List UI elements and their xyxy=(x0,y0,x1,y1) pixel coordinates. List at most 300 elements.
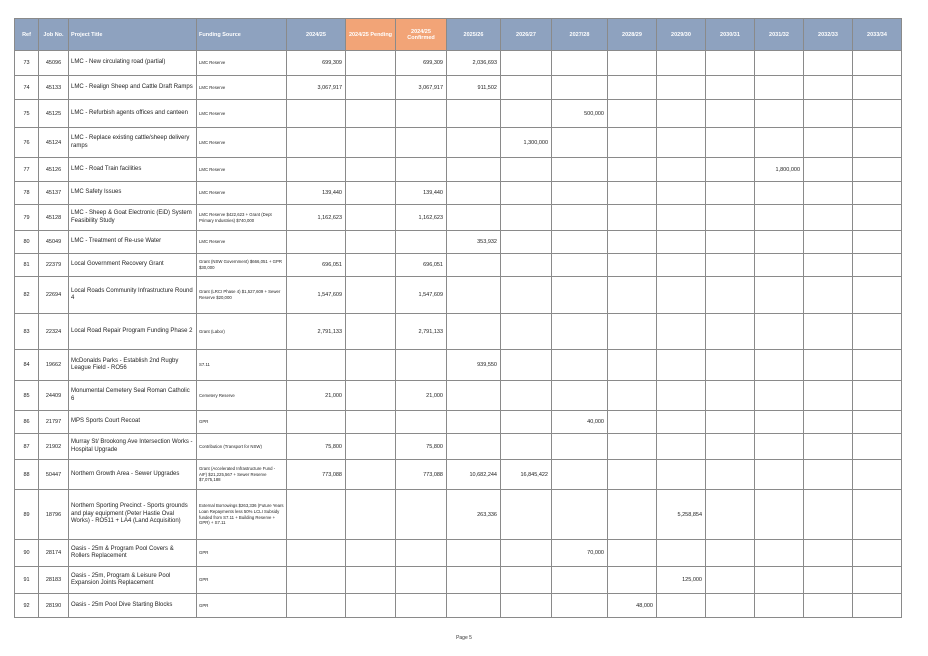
cell-y2024-25-pending xyxy=(346,51,396,76)
cell-y2024-25: 699,309 xyxy=(287,51,346,76)
cell-ref: 79 xyxy=(15,205,39,231)
cell-job-no: 45128 xyxy=(39,205,69,231)
cell-y2024-25-pending xyxy=(346,254,396,277)
cell-y2031-32 xyxy=(755,205,804,231)
cell-ref: 91 xyxy=(15,567,39,594)
cell-y2030-31 xyxy=(706,594,755,618)
cell-y2024-25-confirmed: 21,000 xyxy=(396,381,447,411)
cell-y2027-28 xyxy=(552,434,608,460)
column-header-y2028-29: 2028/29 xyxy=(608,19,657,51)
cell-y2024-25 xyxy=(287,490,346,540)
cell-y2024-25-pending xyxy=(346,350,396,381)
cell-y2025-26 xyxy=(447,100,501,128)
cell-y2024-25-pending xyxy=(346,182,396,205)
column-header-y2025-26: 2025/26 xyxy=(447,19,501,51)
cell-y2024-25-confirmed xyxy=(396,231,447,254)
cell-job-no: 45133 xyxy=(39,76,69,100)
cell-y2026-27 xyxy=(501,51,552,76)
cell-funding-source: LMC Reserve xyxy=(197,100,287,128)
column-header-y2024-25: 2024/25 xyxy=(287,19,346,51)
table-row xyxy=(15,158,902,182)
cell-project-title: Local Government Recovery Grant xyxy=(69,254,197,277)
cell-y2024-25: 773,088 xyxy=(287,460,346,490)
cell-y2033-34 xyxy=(853,158,902,182)
cell-y2027-28 xyxy=(552,594,608,618)
cell-funding-source: Cemetery Reserve xyxy=(197,381,287,411)
cell-y2030-31 xyxy=(706,205,755,231)
cell-funding-source: S7.11 xyxy=(197,350,287,381)
cell-ref: 82 xyxy=(15,277,39,314)
cell-y2028-29 xyxy=(608,567,657,594)
cell-y2031-32 xyxy=(755,350,804,381)
cell-job-no: 28174 xyxy=(39,540,69,567)
cell-y2028-29 xyxy=(608,350,657,381)
cell-y2030-31 xyxy=(706,76,755,100)
cell-y2026-27 xyxy=(501,567,552,594)
cell-y2029-30 xyxy=(657,381,706,411)
cell-ref: 86 xyxy=(15,411,39,434)
cell-y2025-26: 263,336 xyxy=(447,490,501,540)
cell-y2029-30 xyxy=(657,76,706,100)
table-row xyxy=(15,254,902,277)
cell-y2033-34 xyxy=(853,381,902,411)
cell-y2031-32 xyxy=(755,567,804,594)
cell-y2031-32 xyxy=(755,76,804,100)
cell-y2026-27 xyxy=(501,254,552,277)
cell-y2024-25 xyxy=(287,350,346,381)
cell-y2026-27 xyxy=(501,314,552,350)
cell-y2031-32 xyxy=(755,51,804,76)
cell-y2024-25-pending xyxy=(346,314,396,350)
column-header-job-no: Job No. xyxy=(39,19,69,51)
table-row xyxy=(15,540,902,567)
cell-y2028-29 xyxy=(608,460,657,490)
cell-y2024-25: 75,800 xyxy=(287,434,346,460)
cell-funding-source: Grant (NSW Government) $666,051 + GPR $30,000 xyxy=(197,254,287,277)
cell-y2031-32 xyxy=(755,231,804,254)
cell-job-no: 19662 xyxy=(39,350,69,381)
column-header-y2030-31: 2030/31 xyxy=(706,19,755,51)
cell-job-no: 24409 xyxy=(39,381,69,411)
cell-y2029-30: 125,000 xyxy=(657,567,706,594)
cell-funding-source: GPR xyxy=(197,567,287,594)
cell-y2027-28 xyxy=(552,158,608,182)
cell-y2025-26 xyxy=(447,205,501,231)
column-header-project-title: Project Title xyxy=(69,19,197,51)
cell-y2026-27 xyxy=(501,490,552,540)
cell-funding-source: LMC Reserve xyxy=(197,231,287,254)
cell-y2031-32 xyxy=(755,128,804,158)
cell-y2033-34 xyxy=(853,182,902,205)
table-row xyxy=(15,277,902,314)
cell-y2031-32 xyxy=(755,314,804,350)
cell-y2032-33 xyxy=(804,314,853,350)
cell-ref: 84 xyxy=(15,350,39,381)
cell-ref: 78 xyxy=(15,182,39,205)
cell-y2025-26 xyxy=(447,594,501,618)
cell-ref: 89 xyxy=(15,490,39,540)
table-row xyxy=(15,51,902,76)
cell-project-title: LMC Safety Issues xyxy=(69,182,197,205)
cell-y2032-33 xyxy=(804,158,853,182)
column-header-ref: Ref xyxy=(15,19,39,51)
cell-job-no: 18796 xyxy=(39,490,69,540)
cell-y2027-28 xyxy=(552,182,608,205)
cell-y2029-30 xyxy=(657,411,706,434)
cell-y2024-25-confirmed: 696,051 xyxy=(396,254,447,277)
cell-y2024-25-pending xyxy=(346,540,396,567)
cell-y2026-27 xyxy=(501,411,552,434)
cell-y2031-32 xyxy=(755,411,804,434)
cell-y2033-34 xyxy=(853,128,902,158)
cell-y2031-32 xyxy=(755,460,804,490)
cell-project-title: Northern Growth Area - Sewer Upgrades xyxy=(69,460,197,490)
cell-y2032-33 xyxy=(804,128,853,158)
cell-ref: 73 xyxy=(15,51,39,76)
table-row xyxy=(15,594,902,618)
cell-y2032-33 xyxy=(804,231,853,254)
cell-y2028-29 xyxy=(608,205,657,231)
cell-y2026-27: 16,845,422 xyxy=(501,460,552,490)
cell-y2028-29 xyxy=(608,254,657,277)
cell-y2027-28: 40,000 xyxy=(552,411,608,434)
cell-y2029-30 xyxy=(657,594,706,618)
cell-job-no: 22694 xyxy=(39,277,69,314)
cell-y2026-27 xyxy=(501,434,552,460)
cell-y2033-34 xyxy=(853,100,902,128)
cell-y2028-29: 48,000 xyxy=(608,594,657,618)
cell-project-title: Oasis - 25m Pool Dive Starting Blocks xyxy=(69,594,197,618)
cell-y2030-31 xyxy=(706,350,755,381)
cell-y2027-28 xyxy=(552,205,608,231)
cell-y2031-32: 1,800,000 xyxy=(755,158,804,182)
cell-y2024-25-confirmed xyxy=(396,128,447,158)
cell-y2029-30 xyxy=(657,460,706,490)
cell-y2024-25 xyxy=(287,540,346,567)
cell-y2028-29 xyxy=(608,76,657,100)
cell-y2025-26 xyxy=(447,314,501,350)
cell-y2028-29 xyxy=(608,182,657,205)
cell-y2033-34 xyxy=(853,540,902,567)
cell-job-no: 50447 xyxy=(39,460,69,490)
cell-y2024-25-confirmed: 699,309 xyxy=(396,51,447,76)
cell-y2033-34 xyxy=(853,76,902,100)
cell-y2033-34 xyxy=(853,254,902,277)
column-header-y2027-28: 2027/28 xyxy=(552,19,608,51)
cell-y2026-27 xyxy=(501,594,552,618)
cell-y2032-33 xyxy=(804,490,853,540)
cell-y2024-25-confirmed: 1,162,623 xyxy=(396,205,447,231)
table-row xyxy=(15,205,902,231)
cell-y2029-30 xyxy=(657,158,706,182)
cell-y2026-27 xyxy=(501,182,552,205)
cell-funding-source: LMC Reserve xyxy=(197,158,287,182)
page-footer: Page 5 xyxy=(456,635,472,641)
cell-y2028-29 xyxy=(608,277,657,314)
cell-y2030-31 xyxy=(706,182,755,205)
cell-y2025-26 xyxy=(447,158,501,182)
cell-ref: 81 xyxy=(15,254,39,277)
cell-y2024-25-pending xyxy=(346,76,396,100)
cell-job-no: 45096 xyxy=(39,51,69,76)
cell-y2024-25-pending xyxy=(346,128,396,158)
table-row xyxy=(15,76,902,100)
cell-ref: 80 xyxy=(15,231,39,254)
cell-y2028-29 xyxy=(608,231,657,254)
cell-y2030-31 xyxy=(706,314,755,350)
cell-y2029-30 xyxy=(657,350,706,381)
cell-y2029-30 xyxy=(657,100,706,128)
cell-y2025-26 xyxy=(447,540,501,567)
cell-funding-source: Grant (LRCI Phase 4) $1,527,609 + Sewer Reserve $20,000 xyxy=(197,277,287,314)
cell-y2030-31 xyxy=(706,460,755,490)
cell-y2027-28 xyxy=(552,128,608,158)
cell-y2031-32 xyxy=(755,490,804,540)
cell-project-title: LMC - New circulating road (partial) xyxy=(69,51,197,76)
cell-y2032-33 xyxy=(804,182,853,205)
cell-y2033-34 xyxy=(853,205,902,231)
cell-y2024-25-pending xyxy=(346,100,396,128)
cell-y2024-25 xyxy=(287,231,346,254)
cell-y2029-30: 5,258,854 xyxy=(657,490,706,540)
column-header-funding-source: Funding Source xyxy=(197,19,287,51)
cell-y2027-28 xyxy=(552,460,608,490)
cell-y2032-33 xyxy=(804,381,853,411)
cell-y2030-31 xyxy=(706,51,755,76)
cell-y2024-25-pending xyxy=(346,231,396,254)
cell-y2027-28 xyxy=(552,381,608,411)
cell-y2032-33 xyxy=(804,277,853,314)
cell-y2026-27 xyxy=(501,381,552,411)
cell-y2030-31 xyxy=(706,381,755,411)
cell-y2029-30 xyxy=(657,231,706,254)
cell-y2028-29 xyxy=(608,490,657,540)
column-header-y2026-27: 2026/27 xyxy=(501,19,552,51)
cell-project-title: Murray St/ Brookong Ave Intersection Works - Hospital Upgrade xyxy=(69,434,197,460)
cell-y2027-28 xyxy=(552,567,608,594)
table-row xyxy=(15,100,902,128)
cell-y2024-25-pending xyxy=(346,205,396,231)
cell-y2030-31 xyxy=(706,231,755,254)
cell-y2028-29 xyxy=(608,540,657,567)
cell-y2024-25: 2,791,133 xyxy=(287,314,346,350)
cell-job-no: 28183 xyxy=(39,567,69,594)
cell-y2033-34 xyxy=(853,350,902,381)
cell-funding-source: GPR xyxy=(197,411,287,434)
cell-y2024-25-confirmed xyxy=(396,594,447,618)
cell-y2024-25-confirmed: 2,791,133 xyxy=(396,314,447,350)
cell-y2030-31 xyxy=(706,490,755,540)
cell-y2024-25-pending xyxy=(346,567,396,594)
cell-y2032-33 xyxy=(804,411,853,434)
cell-y2028-29 xyxy=(608,100,657,128)
cell-y2027-28 xyxy=(552,490,608,540)
cell-y2031-32 xyxy=(755,540,804,567)
cell-y2030-31 xyxy=(706,540,755,567)
cell-y2030-31 xyxy=(706,277,755,314)
cell-y2024-25 xyxy=(287,128,346,158)
cell-y2028-29 xyxy=(608,381,657,411)
cell-y2025-26 xyxy=(447,567,501,594)
cell-y2024-25-pending xyxy=(346,434,396,460)
cell-y2033-34 xyxy=(853,314,902,350)
cell-y2024-25-confirmed xyxy=(396,350,447,381)
cell-y2028-29 xyxy=(608,314,657,350)
cell-y2024-25-pending xyxy=(346,381,396,411)
cell-ref: 77 xyxy=(15,158,39,182)
cell-job-no: 21902 xyxy=(39,434,69,460)
cell-project-title: LMC - Sheep & Goat Electronic (EiD) System Feasibility Study xyxy=(69,205,197,231)
cell-y2033-34 xyxy=(853,231,902,254)
cell-y2027-28 xyxy=(552,76,608,100)
cell-y2026-27: 1,300,000 xyxy=(501,128,552,158)
cell-y2025-26 xyxy=(447,254,501,277)
cell-y2024-25: 1,547,609 xyxy=(287,277,346,314)
cell-y2026-27 xyxy=(501,277,552,314)
cell-y2025-26 xyxy=(447,277,501,314)
cell-y2026-27 xyxy=(501,100,552,128)
cell-y2033-34 xyxy=(853,594,902,618)
cell-y2025-26: 911,502 xyxy=(447,76,501,100)
cell-y2025-26: 353,932 xyxy=(447,231,501,254)
cell-job-no: 22324 xyxy=(39,314,69,350)
table-row xyxy=(15,490,902,540)
cell-y2032-33 xyxy=(804,567,853,594)
cell-project-title: LMC - Treatment of Re-use Water xyxy=(69,231,197,254)
cell-y2024-25-pending xyxy=(346,490,396,540)
cell-job-no: 21797 xyxy=(39,411,69,434)
cell-project-title: Monumental Cemetery Seal Roman Catholic 6 xyxy=(69,381,197,411)
cell-y2030-31 xyxy=(706,434,755,460)
cell-y2026-27 xyxy=(501,205,552,231)
cell-project-title: Local Roads Community Infrastructure Round 4 xyxy=(69,277,197,314)
cell-y2025-26 xyxy=(447,182,501,205)
cell-y2031-32 xyxy=(755,381,804,411)
cell-y2024-25: 3,067,917 xyxy=(287,76,346,100)
cell-job-no: 45137 xyxy=(39,182,69,205)
capital-works-table xyxy=(14,18,902,618)
cell-y2027-28 xyxy=(552,51,608,76)
cell-y2024-25-pending xyxy=(346,277,396,314)
cell-ref: 92 xyxy=(15,594,39,618)
column-header-y2024-25-confirmed: 2024/25 Confirmed xyxy=(396,19,447,51)
cell-y2033-34 xyxy=(853,277,902,314)
cell-y2027-28 xyxy=(552,277,608,314)
cell-y2024-25-pending xyxy=(346,594,396,618)
cell-y2029-30 xyxy=(657,205,706,231)
cell-y2029-30 xyxy=(657,540,706,567)
cell-project-title: Oasis - 25m & Program Pool Covers & Rollers Replacement xyxy=(69,540,197,567)
cell-funding-source: LMC Reserve xyxy=(197,128,287,158)
cell-y2032-33 xyxy=(804,51,853,76)
cell-y2028-29 xyxy=(608,51,657,76)
table-body xyxy=(15,51,902,618)
cell-y2030-31 xyxy=(706,254,755,277)
cell-y2025-26: 939,550 xyxy=(447,350,501,381)
cell-y2031-32 xyxy=(755,100,804,128)
cell-project-title: LMC - Refurbish agents offices and canteen xyxy=(69,100,197,128)
cell-y2032-33 xyxy=(804,540,853,567)
cell-y2029-30 xyxy=(657,128,706,158)
cell-project-title: Northern Sporting Precinct - Sports grounds and play equipment (Peter Hastie Oval Works) - RO511 + LA4 (Land Acquisition) xyxy=(69,490,197,540)
cell-funding-source: Contribution (Transport for NSW) xyxy=(197,434,287,460)
cell-y2030-31 xyxy=(706,411,755,434)
cell-project-title: LMC - Road Train facilities xyxy=(69,158,197,182)
cell-funding-source: LMC Reserve xyxy=(197,182,287,205)
cell-ref: 87 xyxy=(15,434,39,460)
cell-y2031-32 xyxy=(755,254,804,277)
cell-y2032-33 xyxy=(804,434,853,460)
cell-ref: 76 xyxy=(15,128,39,158)
cell-y2028-29 xyxy=(608,128,657,158)
cell-y2024-25 xyxy=(287,411,346,434)
cell-y2030-31 xyxy=(706,158,755,182)
cell-funding-source: LMC Reserve $422,623 + Grant (Dept Primary Industries) $740,000 xyxy=(197,205,287,231)
cell-y2030-31 xyxy=(706,100,755,128)
table-row xyxy=(15,128,902,158)
cell-y2025-26 xyxy=(447,411,501,434)
cell-y2029-30 xyxy=(657,51,706,76)
cell-y2032-33 xyxy=(804,594,853,618)
cell-y2027-28 xyxy=(552,350,608,381)
cell-y2024-25-confirmed xyxy=(396,411,447,434)
cell-y2033-34 xyxy=(853,411,902,434)
cell-y2026-27 xyxy=(501,231,552,254)
cell-y2024-25-confirmed: 139,440 xyxy=(396,182,447,205)
cell-y2024-25-confirmed xyxy=(396,540,447,567)
cell-job-no: 45049 xyxy=(39,231,69,254)
cell-y2024-25 xyxy=(287,100,346,128)
cell-y2027-28: 500,000 xyxy=(552,100,608,128)
cell-project-title: LMC - Replace existing cattle/sheep delivery ramps xyxy=(69,128,197,158)
cell-y2032-33 xyxy=(804,254,853,277)
cell-y2024-25-confirmed: 75,800 xyxy=(396,434,447,460)
table-row xyxy=(15,314,902,350)
cell-job-no: 22379 xyxy=(39,254,69,277)
cell-y2031-32 xyxy=(755,594,804,618)
cell-y2024-25: 696,051 xyxy=(287,254,346,277)
cell-y2025-26 xyxy=(447,434,501,460)
cell-ref: 83 xyxy=(15,314,39,350)
column-header-y2031-32: 2031/32 xyxy=(755,19,804,51)
cell-y2024-25: 21,000 xyxy=(287,381,346,411)
cell-job-no: 45126 xyxy=(39,158,69,182)
cell-y2029-30 xyxy=(657,277,706,314)
table-row xyxy=(15,182,902,205)
table-row xyxy=(15,567,902,594)
cell-job-no: 28190 xyxy=(39,594,69,618)
cell-y2030-31 xyxy=(706,567,755,594)
cell-job-no: 45125 xyxy=(39,100,69,128)
cell-y2028-29 xyxy=(608,411,657,434)
cell-y2033-34 xyxy=(853,567,902,594)
cell-y2031-32 xyxy=(755,434,804,460)
header-row xyxy=(15,19,902,51)
cell-y2032-33 xyxy=(804,205,853,231)
table-row xyxy=(15,231,902,254)
cell-ref: 75 xyxy=(15,100,39,128)
cell-y2024-25-pending xyxy=(346,460,396,490)
cell-y2025-26: 10,682,244 xyxy=(447,460,501,490)
cell-project-title: Oasis - 25m, Program & Leisure Pool Expansion Joints Replacement xyxy=(69,567,197,594)
cell-y2029-30 xyxy=(657,434,706,460)
cell-y2025-26: 2,036,693 xyxy=(447,51,501,76)
cell-project-title: LMC - Realign Sheep and Cattle Draft Ramps xyxy=(69,76,197,100)
cell-y2027-28 xyxy=(552,314,608,350)
cell-project-title: MPS Sports Court Recoat xyxy=(69,411,197,434)
cell-y2032-33 xyxy=(804,350,853,381)
cell-ref: 74 xyxy=(15,76,39,100)
